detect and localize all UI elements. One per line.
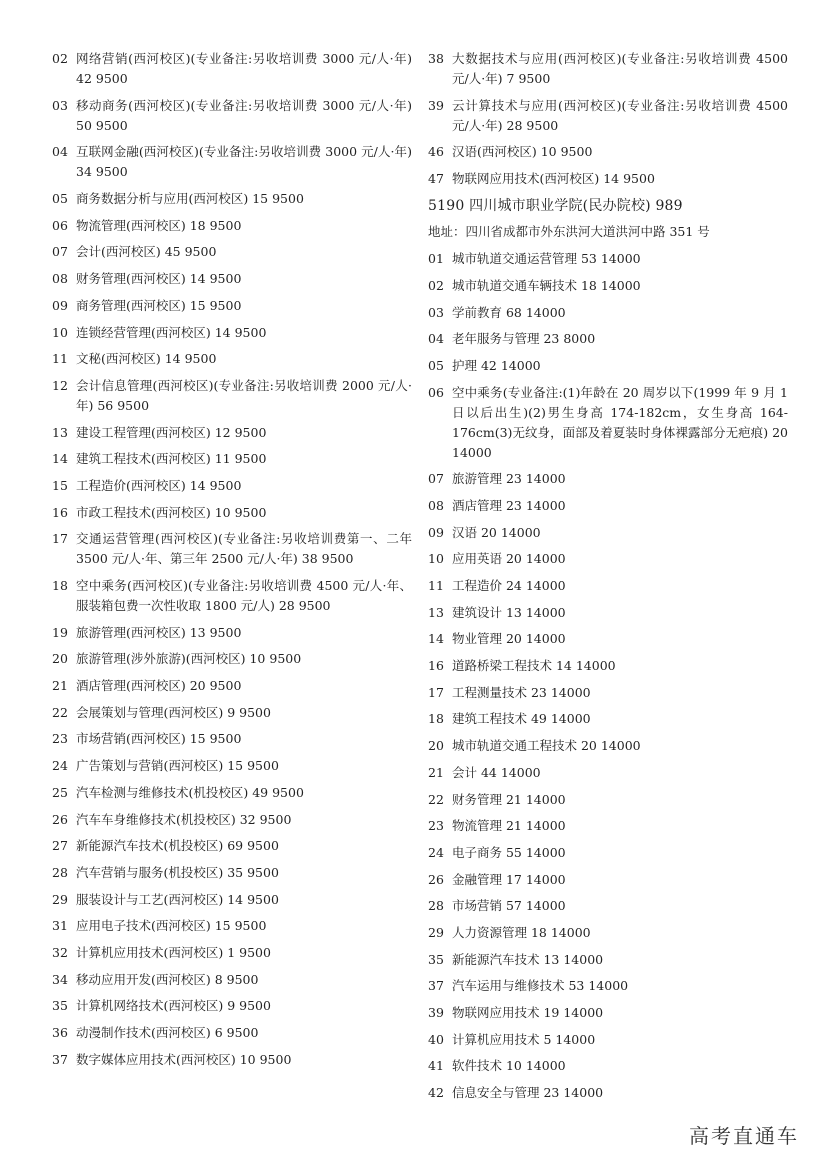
program-entry — [52, 996, 412, 1016]
program-entry — [428, 843, 788, 863]
program-description: 连锁经营管理(西河校区) 14 9500 — [76, 324, 267, 340]
program-description: 应用英语 20 14000 — [452, 551, 566, 567]
program-code: 08 — [428, 497, 444, 513]
program-entry — [52, 449, 412, 469]
program-code: 20 — [428, 738, 444, 754]
program-code: 02 — [428, 277, 444, 293]
program-entry — [52, 890, 412, 910]
program-entry — [52, 836, 412, 856]
program-description: 汉语 20 14000 — [452, 524, 541, 540]
program-description: 会展策划与管理(西河校区) 9 9500 — [76, 704, 271, 720]
program-description: 市政工程技术(西河校区) 10 9500 — [76, 504, 267, 520]
program-entry — [52, 703, 412, 723]
program-description: 计算机网络技术(西河校区) 9 9500 — [76, 998, 271, 1014]
program-description: 旅游管理 23 14000 — [452, 471, 566, 487]
program-description: 计算机应用技术 5 14000 — [452, 1031, 596, 1047]
program-entry — [428, 1056, 788, 1076]
program-description: 道路桥梁工程技术 14 14000 — [452, 658, 616, 674]
program-code: 09 — [428, 524, 444, 540]
program-description: 护理 42 14000 — [452, 357, 541, 373]
left-column — [52, 49, 412, 1076]
program-description: 物流管理 21 14000 — [452, 818, 566, 834]
program-description: 会计 44 14000 — [452, 764, 541, 780]
program-code: 18 — [428, 711, 444, 727]
program-description: 大数据技术与应用(西河校区)(专业备注:另收培训费 4500 元/人·年) 7 9500 — [452, 51, 788, 86]
program-entry — [52, 216, 412, 236]
program-description: 工程测量技术 23 14000 — [452, 684, 591, 700]
program-code: 39 — [428, 97, 444, 113]
program-description: 物联网应用技术(西河校区) 14 9500 — [452, 171, 655, 187]
program-description: 电子商务 55 14000 — [452, 844, 566, 860]
program-code: 34 — [52, 971, 68, 987]
program-code: 39 — [428, 1005, 444, 1020]
program-entry — [428, 523, 788, 543]
program-code: 38 — [428, 51, 444, 66]
program-code: 16 — [52, 504, 68, 520]
program-description: 老年服务与管理 23 8000 — [452, 331, 596, 347]
program-code: 28 — [52, 864, 68, 880]
program-code: 11 — [52, 351, 68, 367]
right-column-top-list — [428, 49, 788, 189]
program-code: 24 — [52, 758, 68, 774]
program-code: 36 — [52, 1025, 68, 1040]
program-code: 10 — [428, 551, 444, 567]
program-description: 应用电子技术(西河校区) 15 9500 — [76, 918, 267, 934]
program-description: 城市轨道交通车辆技术 18 14000 — [452, 277, 641, 293]
program-entry — [52, 376, 412, 416]
program-description: 会计(西河校区) 45 9500 — [76, 244, 217, 260]
program-entry — [52, 96, 412, 136]
program-description: 学前教育 68 14000 — [452, 304, 566, 320]
program-entry — [428, 976, 788, 996]
program-entry — [52, 756, 412, 776]
program-code: 18 — [52, 578, 68, 593]
program-entry — [428, 896, 788, 916]
program-entry — [52, 476, 412, 496]
program-code: 29 — [428, 924, 444, 940]
program-description: 动漫制作技术(西河校区) 6 9500 — [76, 1025, 259, 1040]
program-entry — [52, 676, 412, 696]
program-code: 14 — [52, 451, 68, 467]
program-code: 35 — [428, 951, 444, 967]
program-entry — [52, 916, 412, 936]
program-description: 空中乘务(专业备注:(1)年龄在 20 周岁以下(1999 年 9 月 1 日以后出生)(2)男生身高 174-182cm，女生身高 164-176cm(3)无纹身，面部及着夏装时身体裸露部分无疤痕) 20 14000 — [452, 384, 788, 460]
program-description: 软件技术 10 14000 — [452, 1058, 566, 1074]
program-entry — [428, 736, 788, 756]
program-entry — [52, 783, 412, 803]
program-code: 47 — [428, 171, 444, 187]
program-description: 城市轨道交通运营管理 53 14000 — [452, 251, 641, 267]
program-entry — [52, 49, 412, 89]
program-code: 03 — [52, 97, 68, 113]
program-entry — [428, 469, 788, 489]
program-code: 37 — [428, 978, 444, 994]
program-code: 31 — [52, 918, 68, 934]
program-code: 28 — [428, 898, 444, 914]
program-code: 10 — [52, 324, 68, 340]
program-description: 汽车车身维修技术(机投校区) 32 9500 — [76, 811, 292, 827]
program-description: 网络营销(西河校区)(专业备注:另收培训费 3000 元/人·年) 42 9500 — [76, 51, 412, 86]
program-description: 财务管理(西河校区) 14 9500 — [76, 271, 242, 287]
program-description: 服装设计与工艺(西河校区) 14 9500 — [76, 891, 279, 907]
program-entry — [52, 970, 412, 990]
program-description: 汉语(西河校区) 10 9500 — [452, 144, 593, 160]
program-entry — [428, 950, 788, 970]
program-code: 03 — [428, 304, 444, 320]
program-code: 40 — [428, 1031, 444, 1047]
program-description: 汽车检测与维修技术(机投校区) 49 9500 — [76, 784, 304, 800]
program-entry — [428, 1030, 788, 1050]
program-description: 人力资源管理 18 14000 — [452, 924, 591, 940]
program-code: 08 — [52, 271, 68, 287]
program-description: 移动商务(西河校区)(专业备注:另收培训费 3000 元/人·年) 50 9500 — [76, 97, 412, 133]
program-description: 市场营销(西河校区) 15 9500 — [76, 731, 242, 747]
program-code: 13 — [52, 424, 68, 440]
program-entry — [52, 269, 412, 289]
program-entry — [428, 142, 788, 162]
program-code: 46 — [428, 144, 444, 160]
program-code: 04 — [52, 144, 68, 160]
program-entry — [428, 329, 788, 349]
program-description: 建筑设计 13 14000 — [452, 604, 566, 620]
program-entry — [428, 249, 788, 269]
program-code: 37 — [52, 1051, 68, 1067]
program-code: 19 — [52, 624, 68, 640]
program-entry — [52, 729, 412, 749]
program-entry — [52, 1023, 412, 1043]
program-entry — [52, 810, 412, 830]
program-description: 空中乘务(西河校区)(专业备注:另收培训费 4500 元/人·年、服装箱包费一次性收取 1800 元/人) 28 9500 — [76, 578, 412, 613]
program-entry — [428, 49, 788, 89]
program-description: 云计算技术与应用(西河校区)(专业备注:另收培训费 4500 元/人·年) 28 9500 — [452, 97, 788, 133]
program-entry — [52, 296, 412, 316]
program-code: 23 — [52, 731, 68, 747]
program-description: 新能源汽车技术(机投校区) 69 9500 — [76, 838, 279, 854]
program-description: 数字媒体应用技术(西河校区) 10 9500 — [76, 1051, 292, 1067]
right-column — [428, 49, 788, 1110]
program-code: 15 — [52, 477, 68, 493]
program-code: 05 — [52, 191, 68, 207]
program-entry — [52, 1050, 412, 1070]
program-description: 建筑工程技术(西河校区) 11 9500 — [76, 451, 267, 467]
program-description: 广告策划与营销(西河校区) 15 9500 — [76, 758, 279, 774]
program-description: 新能源汽车技术 13 14000 — [452, 951, 604, 967]
program-entry — [428, 683, 788, 703]
program-entry — [52, 649, 412, 669]
program-code: 11 — [428, 578, 444, 593]
program-code: 01 — [428, 251, 444, 267]
program-code: 23 — [428, 818, 444, 834]
school-address: 地址：四川省成都市外东洪河大道洪河中路 351 号 — [428, 224, 710, 240]
program-entry — [52, 242, 412, 262]
right-column-bottom-list — [428, 249, 788, 1103]
program-description: 工程造价(西河校区) 14 9500 — [76, 477, 242, 493]
program-code: 21 — [52, 678, 68, 694]
program-description: 商务数据分析与应用(西河校区) 15 9500 — [76, 191, 304, 207]
program-description: 移动应用开发(西河校区) 8 9500 — [76, 971, 259, 987]
program-description: 建筑工程技术 49 14000 — [452, 711, 591, 727]
program-entry — [52, 349, 412, 369]
program-code: 06 — [428, 384, 444, 400]
program-entry — [428, 576, 788, 596]
program-description: 计算机应用技术(西河校区) 1 9500 — [76, 944, 271, 960]
program-entry — [428, 656, 788, 676]
program-entry — [52, 189, 412, 209]
program-entry — [428, 790, 788, 810]
program-entry — [428, 816, 788, 836]
program-code: 22 — [52, 704, 68, 720]
program-code: 29 — [52, 891, 68, 907]
program-description: 物联网应用技术 19 14000 — [452, 1005, 604, 1020]
program-description: 城市轨道交通工程技术 20 14000 — [452, 738, 641, 754]
program-entry — [428, 709, 788, 729]
watermark-logo: 高考直通车 — [689, 1124, 799, 1148]
program-code: 12 — [52, 377, 68, 393]
program-entry — [428, 303, 788, 323]
program-code: 27 — [52, 838, 68, 854]
program-code: 20 — [52, 651, 68, 667]
program-code: 26 — [428, 871, 444, 887]
program-entry — [428, 763, 788, 783]
program-description: 财务管理 21 14000 — [452, 791, 566, 807]
program-entry — [52, 529, 412, 569]
program-entry — [428, 603, 788, 623]
program-description: 汽车营销与服务(机投校区) 35 9500 — [76, 864, 279, 880]
program-code: 06 — [52, 217, 68, 233]
program-code: 17 — [428, 684, 444, 700]
program-code: 32 — [52, 944, 68, 960]
program-code: 42 — [428, 1085, 444, 1101]
program-code: 04 — [428, 331, 444, 347]
program-code: 14 — [428, 631, 444, 647]
program-description: 酒店管理(西河校区) 20 9500 — [76, 678, 242, 694]
program-code: 17 — [52, 531, 68, 547]
program-entry — [428, 276, 788, 296]
program-code: 09 — [52, 297, 68, 313]
program-code: 05 — [428, 357, 444, 373]
program-description: 文秘(西河校区) 14 9500 — [76, 351, 217, 367]
program-entry — [52, 576, 412, 616]
program-entry — [52, 623, 412, 643]
program-entry — [428, 96, 788, 136]
program-description: 酒店管理 23 14000 — [452, 497, 566, 513]
program-code: 25 — [52, 784, 68, 800]
program-description: 旅游管理(西河校区) 13 9500 — [76, 624, 242, 640]
program-description: 旅游管理(涉外旅游)(西河校区) 10 9500 — [76, 651, 302, 667]
program-code: 13 — [428, 604, 444, 620]
program-code: 02 — [52, 51, 68, 66]
program-entry — [428, 629, 788, 649]
program-code: 26 — [52, 811, 68, 827]
program-entry — [428, 1083, 788, 1103]
program-description: 工程造价 24 14000 — [452, 578, 566, 593]
program-code: 21 — [428, 764, 444, 780]
program-entry — [428, 923, 788, 943]
program-entry — [428, 356, 788, 376]
program-entry — [428, 496, 788, 516]
program-code: 07 — [52, 244, 68, 260]
program-description: 市场营销 57 14000 — [452, 898, 566, 914]
program-code: 07 — [428, 471, 444, 487]
program-description: 物业管理 20 14000 — [452, 631, 566, 647]
school-heading: 5190 四川城市职业学院(民办院校) 989 — [428, 197, 683, 214]
program-description: 汽车运用与维修技术 53 14000 — [452, 978, 629, 994]
program-description: 互联网金融(西河校区)(专业备注:另收培训费 3000 元/人·年) 34 9500 — [76, 144, 412, 180]
program-entry — [52, 943, 412, 963]
program-entry — [428, 549, 788, 569]
program-entry — [428, 870, 788, 890]
program-description: 建设工程管理(西河校区) 12 9500 — [76, 424, 267, 440]
program-description: 金融管理 17 14000 — [452, 871, 566, 887]
program-entry — [52, 323, 412, 343]
program-description: 物流管理(西河校区) 18 9500 — [76, 217, 242, 233]
program-entry — [52, 503, 412, 523]
program-entry — [52, 142, 412, 182]
program-code: 22 — [428, 791, 444, 807]
program-entry — [428, 383, 788, 463]
program-code: 35 — [52, 998, 68, 1014]
program-entry — [428, 1003, 788, 1023]
program-code: 41 — [428, 1058, 444, 1074]
program-entry — [428, 169, 788, 189]
program-entry — [52, 423, 412, 443]
program-description: 会计信息管理(西河校区)(专业备注:另收培训费 2000 元/人·年) 56 9500 — [76, 377, 412, 413]
program-code: 24 — [428, 844, 444, 860]
program-description: 信息安全与管理 23 14000 — [452, 1085, 604, 1101]
program-entry — [52, 863, 412, 883]
program-description: 交通运营管理(西河校区)(专业备注:另收培训费第一、二年 3500 元/人·年、第三年 2500 元/人·年) 38 9500 — [76, 531, 412, 567]
program-description: 商务管理(西河校区) 15 9500 — [76, 297, 242, 313]
program-code: 16 — [428, 658, 444, 674]
